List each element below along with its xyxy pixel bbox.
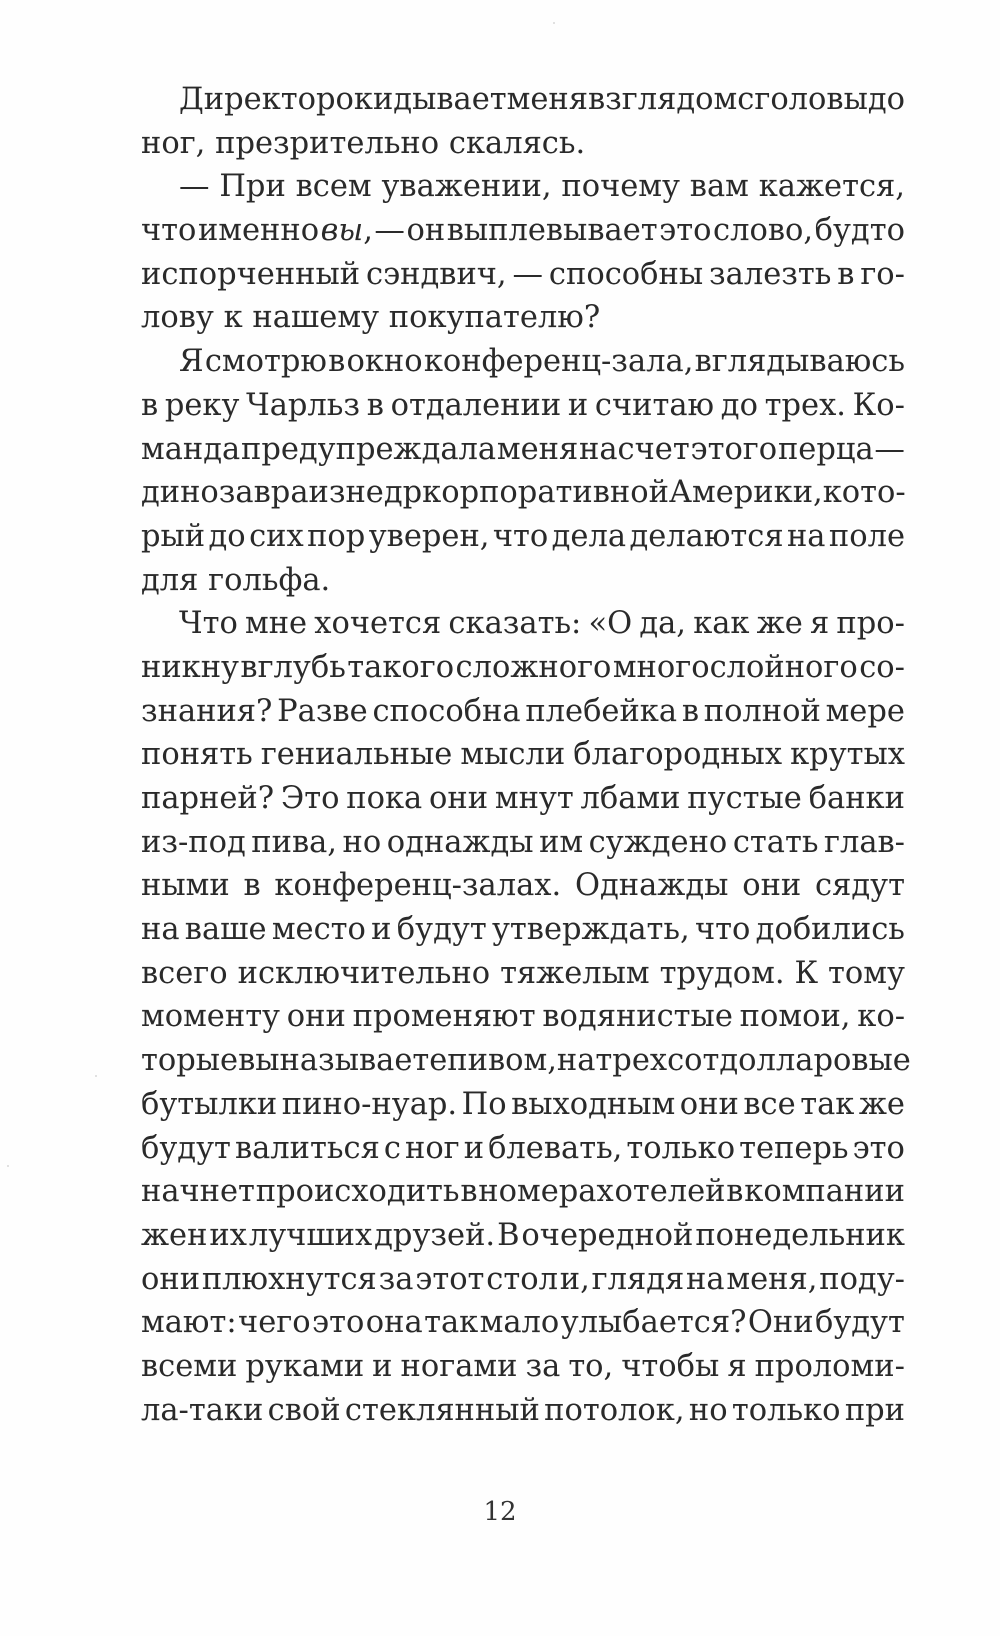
word: Ко- [852,387,905,423]
word: дела [551,518,627,554]
word: в [460,1174,478,1210]
word: так [424,1305,479,1341]
text-line [141,253,905,297]
word: очередной [521,1217,694,1253]
word: выходным [511,1086,676,1122]
word: гольфа. [208,562,331,598]
word: к [223,300,243,336]
word: головы [754,82,868,117]
text-line [141,1214,905,1258]
word: это [659,213,712,249]
word: способна [372,693,521,729]
word: делаются [629,518,784,554]
text-line [141,515,905,559]
word: ваше [184,912,267,948]
word: окидывает [335,82,507,117]
word: я [809,606,830,642]
word: и [567,387,589,423]
word: будут [396,912,487,948]
word: лбами [580,781,681,816]
text-line [141,1083,905,1127]
word: водянистые [542,999,733,1035]
word: рый [141,518,206,554]
text-line [141,733,905,777]
word: про- [836,606,905,642]
word: чего [238,1305,311,1341]
word: взглядом [587,82,738,117]
word: мают: [141,1305,237,1341]
word: гениальные [260,737,453,773]
word: лову [141,300,214,336]
word: ко- [857,999,905,1035]
word: они [429,781,489,816]
word: плебейка [525,693,678,729]
word: но [688,1392,728,1428]
word: пивом, [447,1043,557,1079]
word: будут [814,1305,905,1341]
word: такого [347,649,455,685]
word: мысли [460,737,566,773]
word: на [786,518,826,554]
word: с [737,82,755,117]
word: поле [828,518,905,554]
word: залезть [709,256,832,292]
word: что [695,912,751,948]
word: происходить [255,1174,460,1210]
word: стеклянный [344,1392,540,1428]
word: парней? [141,781,275,816]
text-line [141,1301,905,1345]
word: крутых [790,737,905,773]
text-line [141,471,905,515]
word: я [727,1348,747,1384]
text-line [141,122,905,166]
word: благородных [573,737,783,773]
text-line [141,821,905,865]
word: окно [346,344,423,380]
word: слово, [713,213,814,249]
word: кажется, [758,169,905,205]
word: друзей. [374,1217,496,1253]
word: жен [141,1217,208,1253]
word: полной [703,693,821,729]
word: Я [179,344,204,380]
text-line [141,1039,911,1083]
word: ными [141,868,230,904]
word: меня [506,82,588,117]
text-line [141,165,905,209]
word: как [693,606,750,642]
word: пино-нуар. [281,1086,458,1122]
word: всем [295,169,372,205]
text-line [141,1127,905,1171]
text-line [141,296,905,340]
word: уверен, [368,518,490,554]
word: этого [690,431,778,467]
text-line [141,952,905,996]
word: так [800,1086,855,1122]
word: нашему [252,300,380,336]
text-line [141,908,905,952]
word: и, [559,1261,590,1297]
word: отдалении [390,387,562,423]
word: из-под [141,824,246,860]
word: именно [197,213,320,249]
word: трудом. [659,955,785,991]
word: они [742,868,802,904]
word: отелей [614,1174,726,1210]
word: ногами [400,1348,518,1384]
word: По [461,1086,507,1122]
word: — [374,213,405,249]
word: на [686,1261,725,1297]
word: в [328,344,346,380]
word: свой [267,1392,341,1428]
word: она [365,1305,423,1341]
text-line [141,340,905,384]
word: К [794,955,819,991]
word: считаю [594,387,715,423]
text-line [141,209,905,253]
word: этот [415,1261,485,1297]
word: будто [814,213,905,249]
word: почему [561,169,680,205]
word: тому [828,955,905,991]
word: же [858,1086,905,1122]
word: Чарльз [246,387,361,423]
word: будут [141,1130,231,1166]
word: это [312,1305,365,1341]
word: насчет [579,431,690,467]
word: уважении, [381,169,552,205]
paper-speck [553,22,555,24]
word: сложного [455,649,612,685]
text-line [141,690,905,734]
word: но [342,824,382,860]
word: до [867,82,906,117]
word: им [539,824,584,860]
word: кото- [822,475,906,511]
word: он [406,213,446,249]
word: номерах [478,1174,614,1210]
word: плюхнутся [201,1261,377,1297]
word: они [141,1261,201,1297]
word: ног, [141,125,206,161]
word: вы, [320,213,373,249]
word: — [179,169,210,205]
word: в [837,256,855,292]
word: сэндвич, [366,256,507,292]
word: Америки, [668,475,823,511]
text-line [141,1345,905,1389]
word: стать [732,824,819,860]
word: при [844,1392,905,1428]
word: Это [280,781,340,816]
word: банки [808,781,905,816]
text-line [141,1389,905,1433]
word: пива, [251,824,337,860]
word: в [366,387,384,423]
word: В [497,1217,520,1253]
word: руками [245,1348,365,1384]
word: трехсотдолларовые [595,1043,911,1079]
word: Они [747,1305,814,1341]
word: предупреждала [240,431,497,467]
word: мне [244,606,308,642]
word: перца [777,431,874,467]
text-line [141,1170,905,1214]
word: мере [825,693,905,729]
word: до [720,387,758,423]
word: корпоративной [422,475,669,511]
word: сих [249,518,304,554]
word: всего [141,955,228,991]
text-line [141,428,905,472]
text-line [141,995,905,1039]
word: только [731,1392,841,1428]
word: суждено [588,824,728,860]
word: глав- [823,824,905,860]
word: пустые [687,781,802,816]
word: исключительно [237,955,491,991]
word: презрительно [215,125,440,161]
word: выплевывает [446,213,658,249]
word: лучших [248,1217,373,1253]
word: го- [860,256,905,292]
word: недр [345,475,423,511]
word: все [743,1086,796,1122]
word: их [209,1217,247,1253]
word: в [243,868,261,904]
word: ла-таки [141,1392,264,1428]
word: мало [479,1305,560,1341]
word: манда [141,431,241,467]
word: сядут [815,868,905,904]
page-number: 12 [483,1497,517,1527]
word: это [852,1130,905,1166]
word: помои, [739,999,851,1035]
word: Что [179,606,238,642]
word: из [308,475,346,511]
word: за [525,1348,561,1384]
word: всеми [141,1348,238,1384]
word: с [383,1130,401,1166]
word: вы [238,1043,280,1079]
word: чтобы [621,1348,720,1384]
word: испорченный [141,256,361,292]
word: стол [486,1261,558,1297]
word: мнут [494,781,574,816]
word: скалясь. [448,125,586,161]
word: торые [141,1043,239,1079]
word: — [874,431,905,467]
word: понедельник [695,1217,905,1253]
word: что [141,213,197,249]
word: и [463,1130,485,1166]
word: знания? [141,693,273,729]
word: и [371,912,392,948]
word: вглядываюсь [694,344,905,380]
text-line [141,777,905,821]
word: Разве [277,693,368,729]
word: место [271,912,366,948]
word: реку [164,387,240,423]
word: со- [859,649,905,685]
word: на [556,1043,596,1079]
word: да, [639,606,687,642]
word: При [219,169,286,205]
word: что [492,518,549,554]
body-text [141,78,911,1432]
word: никну [141,649,239,685]
word: покупателю? [388,300,601,336]
word: однажды [386,824,534,860]
word: пока [346,781,423,816]
text-line [141,78,905,122]
word: многослойного [612,649,858,685]
word: называете [279,1043,448,1079]
word: начнет [141,1174,255,1210]
word: меня [496,431,579,467]
word: ног [404,1130,460,1166]
word: улыбается? [560,1305,747,1341]
word: конференц-зала, [423,344,694,380]
word: блевать, [488,1130,623,1166]
word: на [141,912,180,948]
word: тяжелым [500,955,650,991]
text-line [141,384,905,428]
word: в [141,387,159,423]
word: поду- [819,1261,905,1297]
word: конференц-залах. [274,868,562,904]
text-line [141,1258,905,1302]
word: за [378,1261,414,1297]
word: пор [307,518,366,554]
word: хочется [314,606,442,642]
word: они [679,1086,739,1122]
text-line [141,559,905,603]
word: для [141,562,199,598]
word: утверждать, [491,912,690,948]
word: теперь [739,1130,849,1166]
word: — [512,256,544,292]
text-line [141,646,905,690]
word: Директор [179,82,336,117]
word: Однажды [575,868,729,904]
word: же [756,606,803,642]
word: то, [568,1348,614,1384]
word: в [681,693,699,729]
word: проломи- [754,1348,905,1384]
word: бутылки [141,1086,278,1122]
paper-speck [7,1165,9,1167]
word: меня, [726,1261,818,1297]
word: только [626,1130,736,1166]
word: вам [689,169,749,205]
word: сказать: [448,606,582,642]
word: они [286,999,346,1035]
word: потолок, [544,1392,685,1428]
word: компании [744,1174,905,1210]
word: вглубь [240,649,346,685]
word: глядя [591,1261,685,1297]
text-line [141,864,905,908]
word: валиться [234,1130,380,1166]
word: трех. [764,387,846,423]
word: и [372,1348,393,1384]
word: способны [548,256,704,292]
word: смотрю [204,344,327,380]
word: понять [141,737,253,773]
text-line [141,602,905,646]
word: променяют [352,999,536,1035]
word: динозавра [141,475,309,511]
word: в [726,1174,744,1210]
word: добились [755,912,905,948]
word: моменту [141,999,281,1035]
paper-speck [95,1075,97,1077]
word: «О [588,606,633,642]
word: до [208,518,246,554]
